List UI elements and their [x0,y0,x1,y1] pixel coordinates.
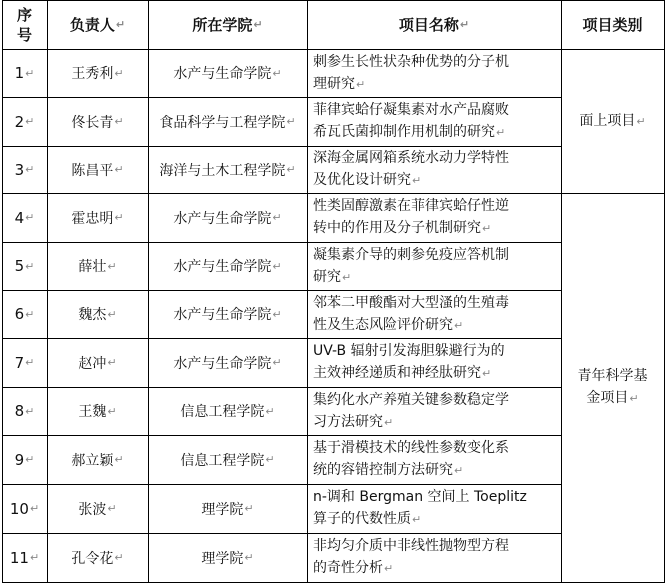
title-line2 [313,169,509,192]
row-rule [2,290,562,291]
title-line2-text: 转中的作用及分子机制研究 [313,220,481,236]
paragraph-mark: ↵ [412,174,422,187]
title-text [313,437,509,482]
paragraph-mark: ↵ [107,259,117,273]
title-line2 [313,459,509,482]
leader-cell [47,242,148,290]
college-cell [148,49,307,97]
seq-cell [2,387,47,435]
paragraph-mark: ↵ [272,259,282,273]
category-label-line1-text: 面上项目 [579,112,636,129]
seq-number: 2 [14,112,25,131]
title-cell [307,242,561,290]
row-rule [2,338,562,339]
college-name: 水产与生命学院 [173,307,272,323]
title-text [313,244,509,289]
paragraph-mark: ↵ [454,464,464,477]
title-text [313,99,509,144]
title-line2 [313,557,509,580]
seq-cell [2,146,47,193]
title-line1 [313,340,505,362]
title-line2 [313,508,527,531]
seq-number: 6 [14,305,25,323]
title-line2-text: 理研究 [313,75,355,92]
category-label-line1-text: 青年科学基 [577,368,648,384]
title-line2 [313,73,509,96]
row-rule [2,49,665,50]
title-text [313,340,505,385]
paragraph-mark: ↵ [25,404,35,418]
leader-cell [47,193,148,242]
seq-number: 5 [14,257,25,275]
title-line1 [313,147,509,169]
title-line2 [313,314,509,337]
paragraph-mark: ↵ [286,115,296,128]
header-leader-label: 负责人 [69,16,115,34]
title-line1-text: 基于滑模技术的线性参数变化系 [313,440,509,456]
leader-name: 张波 [78,501,107,518]
title-cell [307,387,561,435]
category-cell [561,193,664,582]
college-cell [148,533,307,582]
title-line1 [313,486,527,508]
column-rule [148,0,149,583]
paragraph-mark: ↵ [272,66,282,80]
title-line2-text: 主效神经递质和神经肽研究 [313,365,481,381]
category-label-line1 [579,110,645,133]
seq-number: 3 [14,160,25,179]
title-line1 [313,99,509,121]
college-cell [148,97,307,146]
title-line2 [313,411,509,434]
college-cell [148,387,307,435]
title-line2-text: 习方法研究 [313,413,383,430]
paragraph-mark: ↵ [356,77,366,91]
paragraph-mark: ↵ [114,66,124,80]
category-label-line2 [578,387,648,410]
paragraph-mark: ↵ [629,392,639,405]
title-line1-text: 深海金属网箱系统水动力学特性 [313,150,509,166]
seq-number: 7 [14,353,25,372]
college-cell [148,242,307,290]
title-line1 [313,51,509,73]
paragraph-mark: ↵ [114,163,124,176]
college-cell [148,290,307,338]
row-rule [2,435,562,436]
paragraph-mark: ↵ [114,115,124,128]
seq-number: 10 [9,499,29,518]
title-text [313,292,509,337]
header-college-label: 所在学院 [192,16,253,34]
header-college [148,0,307,49]
header-seq [2,0,47,49]
leader-cell [47,484,148,533]
title-line1-text: UV-B 辐射引发海胆躲避行为的 [313,343,505,359]
title-cell [307,146,561,193]
title-line1-text: 菲律宾蛤仔凝集素对水产品腐败 [313,102,509,118]
row-rule [2,533,562,534]
paragraph-mark: ↵ [482,367,492,380]
title-text [313,535,509,580]
leader-cell [47,97,148,146]
seq-cell [2,49,47,97]
header-title-label: 项目名称 [398,16,459,34]
paragraph-mark: ↵ [636,114,646,128]
paragraph-mark: ↵ [244,502,254,515]
seq-number: 4 [14,208,25,227]
header-category-label: 项目类别 [582,16,643,34]
title-line1-text: 性类固醇激素在菲律宾蛤仔性逆 [313,198,509,214]
paragraph-mark: ↵ [25,66,35,80]
college-name: 信息工程学院 [180,404,265,420]
leader-name: 陈昌平 [71,162,114,179]
paragraph-mark: ↵ [384,562,394,575]
category-label-line1 [578,365,648,387]
college-cell [148,435,307,484]
college-name: 食品科学与工程学院 [159,114,286,131]
leader-name: 郝立颖 [71,452,114,469]
header-leader [47,0,148,49]
title-text [313,51,509,96]
title-line2-text: 研究 [313,268,341,285]
college-name: 海洋与土木工程学院 [159,162,286,179]
leader-cell [47,533,148,582]
leader-cell [47,146,148,193]
college-name: 水产与生命学院 [173,210,272,227]
paragraph-mark: ↵ [25,356,35,369]
title-line1 [313,195,509,217]
paragraph-mark: ↵ [482,222,492,235]
seq-number: 1 [14,64,25,82]
leader-name: 王秀利 [71,66,114,82]
college-cell [148,338,307,387]
title-line1 [313,244,509,266]
title-line1-text: 邻苯二甲酸酯对大型溞的生殖毒 [313,294,509,311]
title-line1 [313,292,509,314]
paragraph-mark: ↵ [286,163,296,176]
paragraph-mark: ↵ [272,307,282,321]
row-rule [2,193,665,194]
title-cell [307,290,561,338]
paragraph-mark: ↵ [454,318,464,332]
title-cell [307,533,561,582]
paragraph-mark: ↵ [244,551,254,564]
column-rule [664,0,665,583]
title-line1-text: 集约化水产养殖关键参数稳定学 [313,391,509,408]
category-cell [561,49,664,193]
leader-cell [47,435,148,484]
seq-cell [2,484,47,533]
column-rule [47,0,48,583]
paragraph-mark: ↵ [272,211,282,224]
row-rule [2,146,562,147]
title-line2-text: 希瓦氏菌抑制作用机制的研究 [313,124,495,140]
title-line1 [313,535,509,557]
category-label [578,365,648,410]
title-cell [307,97,561,146]
row-rule [2,242,562,243]
title-cell [307,484,561,533]
paragraph-mark: ↵ [25,259,35,273]
leader-name: 佟长青 [71,114,114,131]
paragraph-mark: ↵ [107,307,117,321]
title-line1-text: n-调和 Bergman 空间上 Toeplitz [313,489,527,505]
title-cell [307,193,561,242]
leader-name: 霍忠明 [71,210,114,227]
title-line2 [313,362,505,385]
column-rule [2,0,3,583]
college-cell [148,146,307,193]
leader-cell [47,338,148,387]
college-name: 水产与生命学院 [173,355,272,372]
title-line2-text: 及优化设计研究 [313,172,411,188]
title-line2 [313,266,509,289]
row-rule [2,582,665,583]
paragraph-mark: ↵ [265,404,275,418]
college-name: 理学院 [201,501,244,518]
paragraph-mark: ↵ [107,356,117,369]
seq-number: 8 [14,402,25,420]
title-text [313,486,527,531]
category-label-line2-text: 金项目 [586,390,629,406]
column-rule [561,0,562,583]
seq-cell [2,290,47,338]
leader-name: 魏杰 [78,307,107,323]
paragraph-mark: ↵ [496,126,506,139]
seq-cell [2,97,47,146]
paragraph-mark: ↵ [25,163,35,176]
paragraph-mark: ↵ [29,551,40,564]
paragraph-mark: ↵ [342,270,352,284]
header-category [561,0,664,49]
paragraph-mark: ↵ [114,453,124,466]
paragraph-mark: ↵ [107,502,117,515]
title-cell [307,338,561,387]
paragraph-mark: ↵ [25,307,35,321]
category-label [579,110,645,133]
row-rule [2,387,562,388]
leader-cell [47,290,148,338]
college-cell [148,484,307,533]
title-cell [307,435,561,484]
seq-cell [2,242,47,290]
paragraph-mark: ↵ [459,18,470,31]
paragraph-mark: ↵ [114,211,124,224]
paragraph-mark: ↵ [114,551,124,564]
title-line2-text: 统的容错控制方法研究 [313,462,453,478]
college-name: 水产与生命学院 [173,66,272,82]
title-line2-text: 的奇性分析 [313,560,383,576]
title-line2-text: 算子的代数性质 [313,511,411,527]
row-rule [2,484,562,485]
row-rule [2,97,562,98]
college-name: 理学院 [201,550,244,567]
seq-cell [2,435,47,484]
paragraph-mark: ↵ [25,453,35,466]
paragraph-mark: ↵ [272,356,282,369]
column-rule [307,0,308,583]
paragraph-mark: ↵ [29,502,40,515]
college-cell [148,193,307,242]
paragraph-mark: ↵ [25,211,35,224]
title-line1-text: 凝集素介导的刺参免疫应答机制 [313,246,509,263]
leader-cell [47,387,148,435]
paragraph-mark: ↵ [115,18,126,31]
paragraph-mark: ↵ [107,404,117,418]
paragraph-mark: ↵ [253,18,263,31]
row-rule [2,0,665,1]
leader-name: 薛壮 [78,259,107,275]
college-name: 信息工程学院 [180,452,265,469]
seq-number: 11 [9,548,29,567]
seq-cell [2,533,47,582]
leader-name: 王魏 [78,404,107,420]
header-seq-line1: 序 [16,5,32,24]
paragraph-mark: ↵ [384,415,394,429]
leader-cell [47,49,148,97]
title-text [313,195,509,240]
title-line1 [313,437,509,459]
seq-cell [2,338,47,387]
seq-cell [2,193,47,242]
paragraph-mark: ↵ [412,513,422,526]
paragraph-mark: ↵ [265,453,275,466]
title-line2 [313,121,509,144]
header-seq-line2: 号 [16,25,32,44]
leader-name: 赵冲 [78,355,107,372]
title-line1 [313,389,509,411]
seq-number: 9 [14,450,25,469]
leader-name: 孔令花 [71,550,114,567]
title-line1-text: 非均匀介质中非线性抛物型方程 [313,538,509,554]
title-text [313,147,509,192]
header-title [307,0,561,49]
title-line1-text: 刺参生长性状杂种优势的分子机 [313,53,509,70]
title-line2-text: 性及生态风险评价研究 [313,316,453,333]
title-cell [307,49,561,97]
paragraph-mark: ↵ [25,115,35,128]
title-text [313,389,509,434]
college-name: 水产与生命学院 [173,259,272,275]
title-line2 [313,217,509,240]
